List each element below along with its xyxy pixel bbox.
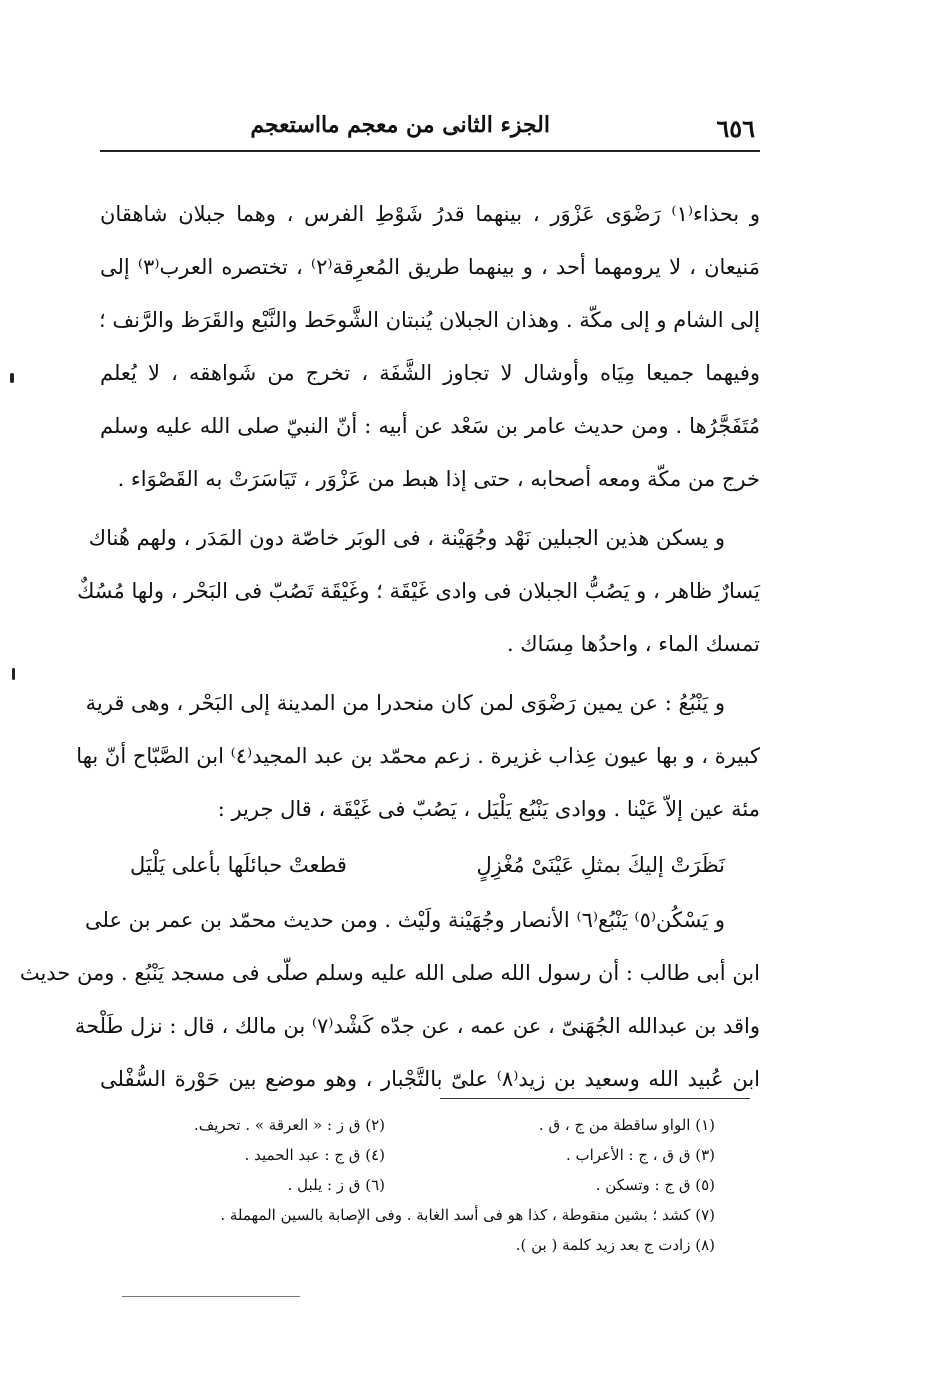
scan-mark — [12, 668, 15, 680]
footnote-row — [100, 1110, 760, 1140]
text-line: خرج من مكّة ومعه أصحابه ، حتى إذا هبط من عَزْوَر ، تَيَاسَرَتْ به القَصْوَاء . — [117, 467, 760, 491]
footnote-row — [100, 1200, 760, 1230]
text-line: و يَسْكُن⁽٥⁾ يَنْبُع⁽٦⁾ الأنصار وجُهَيْنة ولَيْث . ومن حديث محمّد بن عمر بن على — [84, 908, 725, 932]
verse-second-hemistich: قطعتْ حبائلَها بأعلى يَلْيَل — [130, 853, 347, 877]
poetry-verse — [100, 836, 760, 894]
text-line: يَسارٌ ظاهر ، و يَصُبُّ الجبلان فى وادى غَيْقَة ؛ وغَيْقَة تَصُبّ فى البَحْر ، ولها مُسُكٌ — [77, 579, 760, 603]
footnotes — [100, 1110, 760, 1260]
text-line: إلى الشام و إلى مكّة . وهذان الجبلان يُنبتان الشَّوحَط والنَّبْع والقَرَظ والرَّنف ؛ — [99, 308, 760, 332]
page-number: ٦٥٦ — [716, 114, 755, 143]
main-text — [19, 188, 761, 1106]
text-line: كبيرة ، و بها عيون عِذاب غزيرة . زعم محمّد بن عبد المجيد⁽٤⁾ ابن الصَّبّاح أنّ بها — [76, 744, 760, 768]
footnote-6: (٦) ق ز : يلبل . — [287, 1176, 385, 1194]
footnote-4: (٤) ق ج : عبد الحميد . — [244, 1146, 385, 1164]
text-line: مئة عين إلاّ عَيْنا . ووادى يَنْبُع يَلْيَل ، يَصُبّ فى غَيْقَة ، قال جرير : — [217, 797, 760, 821]
paragraph-1 — [100, 188, 760, 506]
paragraph-2 — [77, 512, 760, 671]
text-line: و يَنْبُعُ : عن يمين رَضْوَى لمن كان منحدرا من المدينة إلى البَحْر ، وهى قرية — [85, 691, 725, 715]
scan-mark — [10, 373, 14, 383]
paragraph-3 — [76, 677, 760, 836]
text-line: و يسكن هذين الجبلين نَهْد وجُهَيْنة ، فى الوبَر خاصّة دون المَدَر ، ولهم هُناك — [88, 526, 725, 550]
header-rule — [100, 150, 760, 152]
text-line: مُتَفَجَّرُها . ومن حديث عامر بن سَعْد عن أبيه : أنّ النبيّ صلى الله عليه وسلم — [100, 414, 760, 438]
footnote-8: (٨) زادت ج بعد زيد كلمة ( بن ). — [515, 1236, 715, 1254]
footnote-2: (٢) ق ز : « العرقة » . تحريف. — [193, 1116, 385, 1134]
running-title: الجزء الثانى من معجم مااستعجم — [250, 112, 550, 138]
verse-first-hemistich: نَظَرَتْ إليكَ بمثلِ عَيْنَىْ مُغْزِلٍ — [476, 853, 725, 877]
text-line: واقد بن عبدالله الجُهَنىّ ، عن عمه ، عن جدّه كَشْد⁽٧⁾ بن مالك ، قال : نزل طَلْحة — [74, 1014, 760, 1038]
text-line: مَنيعان ، لا يرومهما أحد ، و بينهما طريق المُعرِقة⁽٢⁾ ، تختصره العرب⁽٣⁾ إلى — [100, 255, 760, 279]
footnote-5: (٥) ق ج : وتسكن . — [595, 1176, 715, 1194]
footnote-row — [100, 1170, 760, 1200]
text-line: تمسك الماء ، واحدُها مِسَاك . — [506, 632, 760, 656]
footnote-row — [100, 1230, 760, 1260]
text-line: ابن عُبيد الله وسعيد بن زيد⁽٨⁾ علىّ بالتَّجْبار ، وهو موضع بين حَوْرة السُّفْلى — [100, 1067, 761, 1091]
footnote-rule — [440, 1098, 750, 1099]
text-line: و بحذاء⁽١⁾ رَضْوَى عَزْوَر ، بينهما قدرُ شَوْطِ الفرس ، وهما جبلان شاهقان — [100, 202, 760, 226]
text-line: وفيهما جميعا مِيَاه وأوشال لا تجاوز الشَّفَة ، تخرج من شَواهقه ، لا يُعلم — [100, 361, 760, 385]
page-header — [105, 108, 755, 148]
footnote-1: (١) الواو ساقطة من ج ، ق . — [538, 1116, 715, 1134]
footnote-row — [100, 1140, 760, 1170]
text-line: ابن أبى طالب : أن رسول الله صلى الله عليه وسلم صلّى فى مسجد يَنْبُع . ومن حديث — [19, 961, 760, 985]
footnote-7: (٧) كشد ؛ بشين منقوطة ، كذا هو فى أسد الغابة . وفى الإصابة بالسين المهملة . — [220, 1206, 715, 1224]
paragraph-4 — [19, 894, 761, 1106]
footnote-3: (٣) ق ق ، ج : الأعراب . — [565, 1146, 715, 1164]
bottom-rule — [122, 1296, 300, 1297]
